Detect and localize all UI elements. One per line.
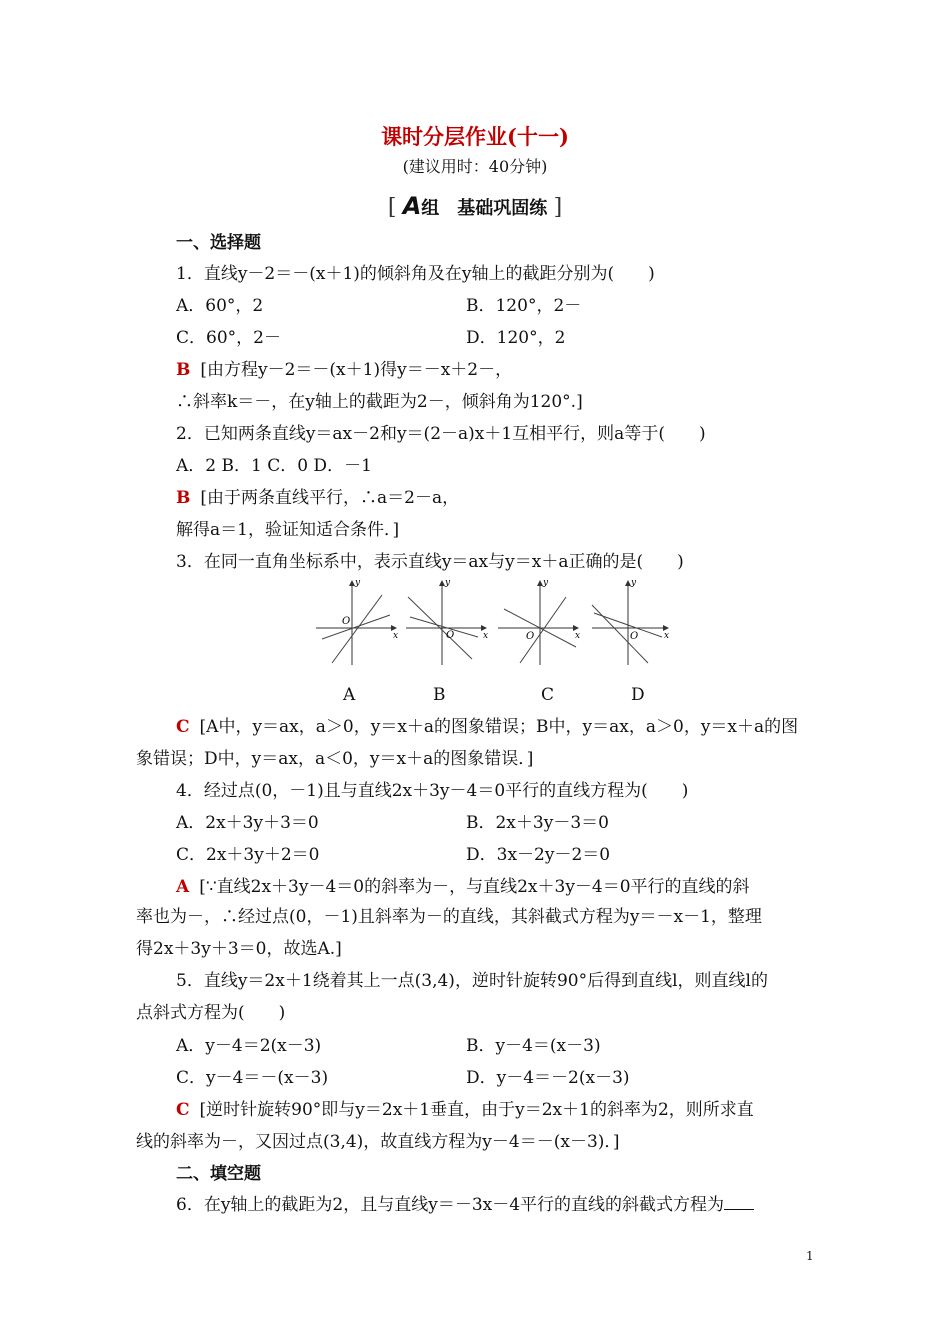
graph-b-origin: O	[446, 630, 455, 641]
question-4-stem: 4．经过点(0，－1)且与直线2x＋3y－4＝0平行的直线方程为( )	[176, 781, 689, 801]
graph-a-y-label: y	[355, 578, 361, 588]
graph-d-x-label: x	[664, 631, 670, 641]
graph-d-y-label: y	[631, 578, 637, 588]
question-2-options: A．2 B．1 C．0 D．－1	[176, 456, 372, 476]
question-2-answer	[176, 487, 459, 509]
question-1-option-c: C．60°，2－	[176, 328, 281, 348]
answer-explanation: [由方程y－2＝－(x＋1)得y＝－x＋2－，	[200, 360, 513, 380]
question-6-text: 6．在y轴上的截距为2，且与直线y＝－3x－4平行的直线的斜截式方程为	[176, 1195, 725, 1215]
answer-blank	[724, 1193, 754, 1210]
question-5-stem: 5．直线y＝2x＋1绕着其上一点(3,4)，逆时针旋转90°后得到直线l，则直线l的	[176, 971, 768, 991]
answer-letter: C	[176, 717, 190, 737]
question-1-option-a: A．60°，2	[176, 296, 264, 316]
answer-explanation: [∵直线2x＋3y－4＝0的斜率为－，与直线2x＋3y－4＝0平行的直线的斜	[199, 877, 750, 897]
answer-letter: C	[176, 1100, 190, 1120]
graph-c-y-label: y	[543, 578, 549, 588]
question-1-option-d: D．120°，2	[466, 328, 566, 348]
graph-c	[498, 578, 580, 665]
question-5-option-d: D．y－4＝－2(x－3)	[466, 1068, 630, 1088]
group-label: 组 基础巩固练	[421, 198, 548, 219]
question-3-explanation-line2: 象错误；D中，y＝ax，a＜0，y＝x＋a的图象错误．]	[136, 749, 534, 769]
graph-b-y-label: y	[445, 578, 451, 588]
question-4-answer	[176, 876, 750, 898]
question-3-answer	[176, 716, 798, 738]
question-3-stem: 3．在同一直角坐标系中，表示直线y＝ax与y＝x＋a正确的是( )	[176, 552, 684, 572]
page-number: 1	[806, 1249, 814, 1263]
section-heading-fill: 二、填空题	[176, 1164, 261, 1184]
answer-letter: A	[176, 877, 190, 897]
answer-explanation: [由于两条直线平行，∴a＝2－a，	[200, 488, 460, 508]
question-2-explanation-line2: 解得a＝1，验证知适合条件．]	[176, 520, 400, 540]
answer-explanation: [逆时针旋转90°即与y＝2x＋1垂直，由于y＝2x＋1的斜率为2，则所求直	[199, 1100, 754, 1120]
question-3-graphs	[312, 575, 672, 667]
question-1-answer	[176, 359, 512, 381]
graph-a	[316, 578, 398, 665]
question-5-explanation-line2: 线的斜率为－，又因过点(3,4)，故直线方程为y－4＝－(x－3)．]	[136, 1132, 620, 1152]
graph-c-origin: O	[526, 631, 535, 642]
question-4-explanation-line2: 率也为－，∴经过点(0，－1)且斜率为－的直线，其斜截式方程为y＝－x－1，整理	[136, 907, 762, 927]
question-4-option-d: D．3x－2y－2＝0	[466, 845, 611, 865]
graph-b-x-label: x	[483, 631, 489, 641]
question-5-answer	[176, 1099, 754, 1121]
question-5-option-c: C．y－4＝－(x－3)	[176, 1068, 329, 1088]
question-4-explanation-line3: 得2x＋3y＋3＝0，故选A.]	[136, 939, 342, 959]
question-5-option-a: A．y－4＝2(x－3)	[176, 1036, 322, 1056]
graph-label-c: C	[541, 685, 555, 705]
section-heading-choice: 一、选择题	[176, 233, 261, 253]
question-4-option-b: B．2x＋3y－3＝0	[466, 813, 609, 833]
question-5-stem-line2: 点斜式方程为( )	[136, 1003, 286, 1023]
answer-explanation: [A中，y＝ax，a＞0，y＝x＋a的图象错误；B中，y＝ax，a＞0，y＝x＋a的图	[199, 717, 799, 737]
graph-label-a: A	[343, 685, 356, 705]
question-1-stem: 1．直线y－2＝－(x＋1)的倾斜角及在y轴上的截距分别为( )	[176, 264, 655, 284]
group-bracket-close: ]	[553, 195, 563, 220]
question-1-explanation-line2: ∴斜率k＝－，在y轴上的截距为2－，倾斜角为120°.]	[176, 392, 583, 412]
question-5-option-b: B．y－4＝(x－3)	[466, 1036, 601, 1056]
graph-d-origin: O	[630, 631, 639, 642]
group-letter: A	[402, 192, 422, 220]
graph-c-x-label: x	[575, 631, 581, 641]
graph-a-x-label: x	[393, 631, 399, 641]
graph-a-origin: O	[342, 616, 351, 627]
graph-b	[406, 578, 488, 665]
question-2-stem: 2．已知两条直线y＝ax－2和y＝(2－a)x＋1互相平行，则a等于( )	[176, 424, 706, 444]
graph-label-b: B	[433, 685, 446, 705]
group-bracket-open: [	[387, 195, 397, 220]
page-title: 课时分层作业(十一)	[381, 124, 569, 149]
group-heading	[0, 193, 950, 222]
answer-letter: B	[176, 360, 191, 380]
graph-d	[592, 578, 669, 665]
question-6-stem	[176, 1193, 754, 1216]
answer-letter: B	[176, 488, 191, 508]
question-4-option-a: A．2x＋3y＋3＝0	[176, 813, 319, 833]
question-1-option-b: B．120°，2－	[466, 296, 582, 316]
page-subtitle: (建议用时：40分钟)	[402, 157, 548, 176]
graph-label-d: D	[631, 685, 645, 705]
question-4-option-c: C．2x＋3y＋2＝0	[176, 845, 320, 865]
